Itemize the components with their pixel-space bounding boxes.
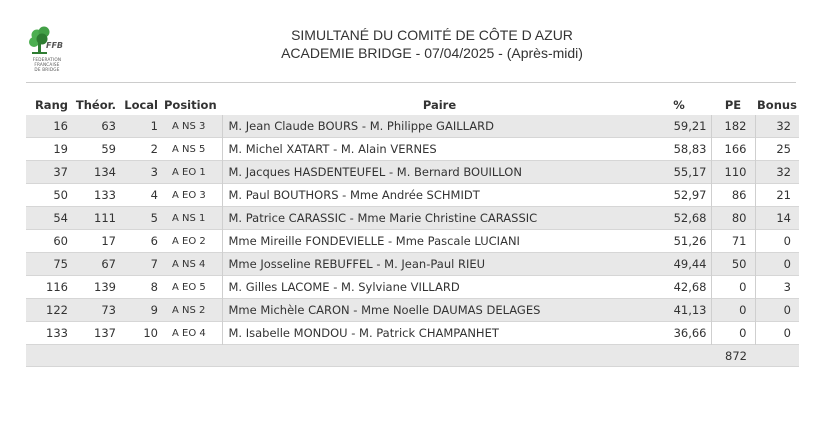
cell-theor: 73 bbox=[70, 299, 118, 322]
cell-pct: 51,26 bbox=[673, 234, 707, 248]
cell-local: 6 bbox=[150, 234, 158, 248]
cell-pe: 71 bbox=[711, 230, 755, 253]
page-subtitle: ACADEMIE BRIDGE - 07/04/2025 - (Après-midi) bbox=[281, 45, 583, 61]
cell-paire: M. Michel XATART - M. Alain VERNES bbox=[222, 138, 651, 161]
cell-position: A EO 2 bbox=[172, 235, 206, 247]
cell-pe: 86 bbox=[711, 184, 755, 207]
ffb-logo bbox=[26, 26, 68, 76]
logo-caption-line: FEDERATION bbox=[32, 57, 62, 62]
column-header-position: Position bbox=[164, 98, 217, 112]
cell-local: 4 bbox=[150, 188, 158, 202]
cell-local: 10 bbox=[143, 326, 158, 340]
cell-bonus: 0 bbox=[755, 253, 799, 276]
cell-pct: 41,13 bbox=[651, 299, 711, 322]
cell-theor: 17 bbox=[101, 234, 116, 248]
table-header-row bbox=[26, 95, 799, 115]
cell-rang: 122 bbox=[26, 299, 70, 322]
table-row bbox=[26, 115, 799, 138]
column-header-pe: PE bbox=[724, 98, 742, 112]
cell-local: 3 bbox=[118, 161, 160, 184]
cell-theor: 134 bbox=[70, 161, 118, 184]
cell-position: A EO 4 bbox=[172, 327, 206, 339]
cell-pct: 36,66 bbox=[673, 326, 707, 340]
cell-position: A NS 1 bbox=[160, 207, 222, 230]
cell-position: A NS 5 bbox=[172, 143, 206, 155]
column-header-local: Local bbox=[124, 98, 158, 112]
cell-pe: 182 bbox=[711, 115, 755, 138]
cell-bonus: 21 bbox=[755, 184, 799, 207]
cell-rang: 50 bbox=[53, 188, 68, 202]
total-empty-cell bbox=[755, 345, 799, 367]
cell-bonus: 14 bbox=[755, 207, 799, 230]
cell-paire: Mme Josseline REBUFFEL - M. Jean-Paul RIEU bbox=[222, 253, 651, 276]
cell-rang: 16 bbox=[26, 115, 70, 138]
cell-position: A NS 3 bbox=[160, 115, 222, 138]
cell-paire: M. Isabelle MONDOU - M. Patrick CHAMPANHET bbox=[222, 322, 651, 345]
cell-position: A NS 4 bbox=[160, 253, 222, 276]
cell-paire: M. Gilles LACOME - M. Sylviane VILLARD bbox=[222, 276, 651, 299]
cell-paire: M. Patrice CARASSIC - Mme Marie Christine CARASSIC bbox=[222, 207, 651, 230]
cell-pe: 80 bbox=[711, 207, 755, 230]
total-empty-cell bbox=[222, 345, 651, 367]
cell-position: A EO 5 bbox=[172, 281, 206, 293]
page-title: SIMULTANÉ DU COMITÉ DE CÔTE D AZUR bbox=[291, 27, 573, 43]
cell-bonus: 32 bbox=[755, 115, 799, 138]
cell-pe: 166 bbox=[711, 138, 755, 161]
cell-pct: 55,17 bbox=[651, 161, 711, 184]
cell-pe: 0 bbox=[711, 299, 755, 322]
column-header-pct: % bbox=[673, 98, 685, 112]
cell-paire: Mme Michèle CARON - Mme Noelle DAUMAS DELAGES bbox=[222, 299, 651, 322]
cell-paire: M. Jacques HASDENTEUFEL - M. Bernard BOUILLON bbox=[222, 161, 651, 184]
cell-pct: 58,83 bbox=[673, 142, 707, 156]
total-row bbox=[26, 345, 799, 367]
cell-local: 7 bbox=[118, 253, 160, 276]
cell-bonus: 3 bbox=[755, 276, 799, 299]
cell-pct: 59,21 bbox=[651, 115, 711, 138]
cell-pct: 42,68 bbox=[673, 280, 707, 294]
cell-rang: 133 bbox=[46, 326, 68, 340]
logo-caption-line: FRANCAISE bbox=[34, 61, 60, 67]
table-row bbox=[26, 253, 799, 276]
table-row bbox=[26, 276, 799, 299]
cell-pct: 49,44 bbox=[651, 253, 711, 276]
header-divider bbox=[26, 82, 796, 83]
cell-theor: 63 bbox=[70, 115, 118, 138]
cell-pct: 52,97 bbox=[673, 188, 707, 202]
column-header-rang: Rang bbox=[34, 98, 68, 112]
cell-local: 2 bbox=[150, 142, 158, 156]
total-empty-cell bbox=[26, 345, 70, 367]
cell-rang: 60 bbox=[53, 234, 68, 248]
cell-local: 5 bbox=[118, 207, 160, 230]
cell-bonus: 32 bbox=[755, 161, 799, 184]
table-row bbox=[26, 207, 799, 230]
cell-rang: 75 bbox=[26, 253, 70, 276]
cell-position: A EO 1 bbox=[160, 161, 222, 184]
table-row bbox=[26, 161, 799, 184]
page-header bbox=[190, 27, 674, 62]
cell-pe: 110 bbox=[711, 161, 755, 184]
total-empty-cell bbox=[70, 345, 118, 367]
cell-theor: 137 bbox=[94, 326, 116, 340]
table-row bbox=[26, 138, 799, 161]
cell-position: A NS 2 bbox=[160, 299, 222, 322]
cell-rang: 19 bbox=[53, 142, 68, 156]
cell-paire: Mme Mireille FONDEVIELLE - Mme Pascale LUCIANI bbox=[222, 230, 651, 253]
table-row bbox=[26, 230, 799, 253]
table-row bbox=[26, 322, 799, 345]
cell-pct: 52,68 bbox=[651, 207, 711, 230]
cell-paire: M. Jean Claude BOURS - M. Philippe GAILLARD bbox=[222, 115, 651, 138]
cell-theor: 139 bbox=[94, 280, 116, 294]
cell-theor: 111 bbox=[70, 207, 118, 230]
cell-paire: M. Paul BOUTHORS - Mme Andrée SCHMIDT bbox=[222, 184, 651, 207]
total-empty-cell bbox=[118, 345, 160, 367]
total-pe: 872 bbox=[711, 345, 755, 367]
cell-bonus: 0 bbox=[755, 230, 799, 253]
cell-local: 9 bbox=[118, 299, 160, 322]
column-header-theor: Théor. bbox=[75, 98, 116, 112]
table-row bbox=[26, 184, 799, 207]
logo-caption-line: DE BRIDGE bbox=[34, 66, 60, 72]
cell-rang: 54 bbox=[26, 207, 70, 230]
column-header-bonus: Bonus bbox=[757, 98, 797, 112]
column-header-paire: Paire bbox=[422, 98, 457, 112]
cell-theor: 67 bbox=[70, 253, 118, 276]
cell-bonus: 0 bbox=[755, 299, 799, 322]
cell-pe: 0 bbox=[711, 322, 755, 345]
total-empty-cell bbox=[160, 345, 222, 367]
cell-rang: 37 bbox=[26, 161, 70, 184]
cell-local: 1 bbox=[118, 115, 160, 138]
cell-local: 8 bbox=[150, 280, 158, 294]
results-table bbox=[26, 95, 799, 367]
cell-theor: 59 bbox=[101, 142, 116, 156]
cell-pe: 0 bbox=[711, 276, 755, 299]
total-empty-cell bbox=[651, 345, 711, 367]
cell-pe: 50 bbox=[711, 253, 755, 276]
logo-caption bbox=[26, 58, 68, 72]
table-row bbox=[26, 299, 799, 322]
cell-position: A EO 3 bbox=[172, 189, 206, 201]
cell-bonus: 25 bbox=[755, 138, 799, 161]
logo-mark-text: FFB bbox=[46, 41, 64, 50]
cell-theor: 133 bbox=[94, 188, 116, 202]
cell-rang: 116 bbox=[46, 280, 68, 294]
cell-bonus: 0 bbox=[755, 322, 799, 345]
